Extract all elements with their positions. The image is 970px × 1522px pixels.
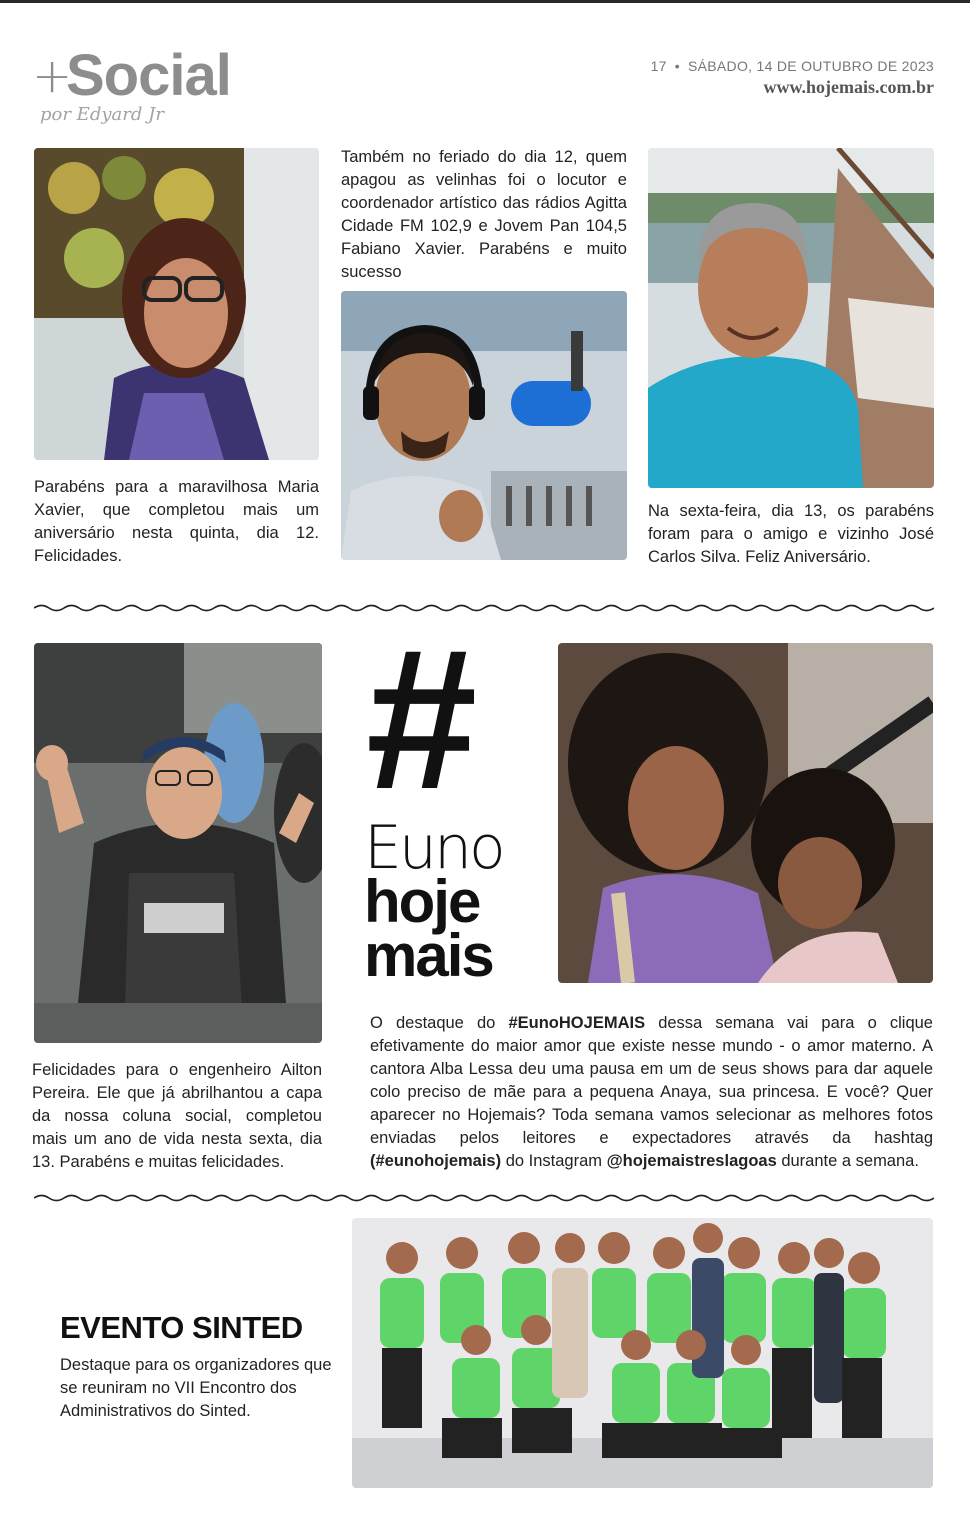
- caption-ailton-pereira: Felicidades para o engenheiro Ailton Pereira. Ele que já abrilhantou a capa da nossa coluna social, completou mais um ano de vida nesta sexta, dia 13. Parabéns e muitas felicidades.: [32, 1061, 322, 1171]
- hashtag-symbol: #: [366, 608, 478, 831]
- evento-caption: Destaque para os organizadores que se reuniram no VII Encontro dos Administrativos do Sinted.: [60, 1356, 332, 1420]
- logo-plus: +: [32, 48, 73, 104]
- photo-jose-carlos-silva: [648, 148, 934, 488]
- highlight-paragraph: O destaque do #EunoHOJEMAIS dessa semana vai para o clique efetivamente do maior amor que existe nesse mundo - o amor materno. A cantora Alba Lessa deu uma pausa em um de seus shows para dar aquele colo preciso de mãe para a pequena Anaya, sua princesa. E você? Quer aparecer no Hojemais? Toda semana vamos selecionar as melhores fotos enviadas pelos leitores e expectadores através da hashtag (#eunohojemais) do Instagram @hojemaistreslagoas durante a semana.: [370, 1014, 933, 1170]
- hashtag-eunohojemais: (#eunohojemais): [370, 1152, 502, 1170]
- hashtag-line-hoje: hoje: [364, 868, 480, 935]
- page-info: 17 • SÁBADO, 14 DE OUTUBRO DE 2023 www.hojemais.com.br: [650, 58, 934, 97]
- evento-title: EVENTO SINTED: [60, 1310, 303, 1345]
- hashtag-logo: [360, 608, 550, 990]
- logo-signature: por Edyard Jr: [40, 104, 164, 125]
- website-link[interactable]: www.hojemais.com.br: [763, 77, 934, 97]
- hashtag-mention: #EunoHOJEMAIS: [508, 1014, 646, 1032]
- logo-word: Social: [66, 43, 231, 108]
- caption-jose-carlos-silva: Na sexta-feira, dia 13, os parabéns foram para o amigo e vizinho José Carlos Silva. Feliz Aniversário.: [648, 502, 934, 566]
- photo-fabiano-xavier: [341, 291, 627, 560]
- top-rule: [0, 0, 970, 3]
- wavy-divider: [34, 1193, 934, 1203]
- issue-date: SÁBADO, 14 DE OUTUBRO DE 2023: [687, 58, 934, 74]
- photo-maria-xavier: [34, 148, 319, 460]
- hashtag-line-euno: Euno: [364, 813, 503, 883]
- wavy-divider: [34, 603, 934, 613]
- photo-alba-lessa-anaya: [558, 643, 933, 983]
- page-number: 17: [650, 58, 667, 74]
- photo-evento-sinted-group: [352, 1218, 933, 1488]
- caption-maria-xavier: Parabéns para a maravilhosa Maria Xavier, que completou mais um aniversário nesta quinta, dia 12. Felicidades.: [34, 478, 319, 565]
- hashtag-line-mais: mais: [364, 922, 493, 989]
- instagram-handle[interactable]: @hojemaistreslagoas: [606, 1152, 777, 1170]
- column-logo: [32, 42, 262, 132]
- photo-ailton-pereira: [34, 643, 322, 1043]
- caption-fabiano-xavier: Também no feriado do dia 12, quem apagou as velinhas foi o locutor e coordenador artístico das rádios Agitta Cidade FM 102,9 e Jovem Pan 104,5 Fabiano Xavier. Parabéns e muito sucesso: [341, 148, 627, 281]
